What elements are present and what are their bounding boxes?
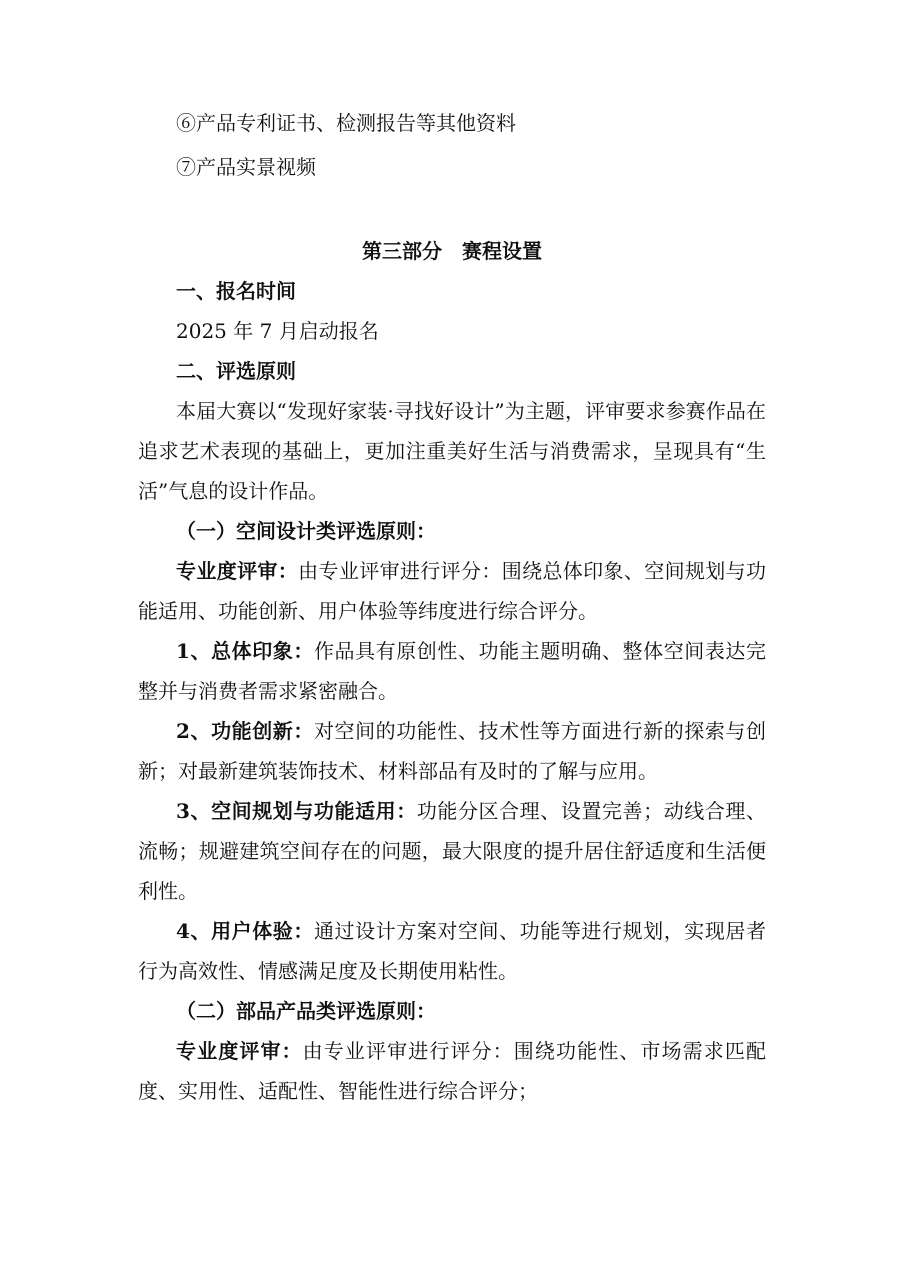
subsection-title-space-design: （一）空间设计类评选原则： (176, 519, 436, 543)
list-item-patent-docs: ⑥产品专利证书、检测报告等其他资料 (176, 111, 516, 135)
section-title-registration: 一、报名时间 (176, 279, 296, 303)
criterion-overall-impression (138, 631, 766, 711)
criterion-text: 作品具有原创性、功能主题明确、整体空间表达完整并与消费者需求紧密融合。 (138, 639, 766, 703)
registration-time-text: 2025 年 7 月启动报名 (176, 319, 379, 343)
criterion-text: 通过设计方案对空间、功能等进行规划，实现居者行为高效性、情感满足度及长期使用粘性。 (138, 919, 766, 983)
document-page (138, 103, 766, 1111)
product-review-label: 专业度评审： (176, 1039, 303, 1063)
criterion-label: 4、用户体验： (176, 919, 314, 943)
list-item-product-video: ⑦产品实景视频 (176, 155, 316, 179)
criterion-function-innovation (138, 711, 766, 791)
criterion-user-experience (138, 911, 766, 991)
space-review-label: 专业度评审： (176, 559, 299, 583)
spacer (138, 187, 766, 227)
criterion-text: 功能分区合理、设置完善；动线合理、流畅；规避建筑空间存在的问题，最大限度的提升居住舒适度和生活便利性。 (138, 799, 766, 903)
criterion-space-planning (138, 791, 766, 911)
criterion-label: 3、空间规划与功能适用： (176, 799, 417, 823)
space-review-paragraph (138, 551, 766, 631)
criterion-label: 2、功能创新： (176, 719, 314, 743)
product-review-paragraph (138, 1031, 766, 1111)
section-title-principles: 二、评选原则 (176, 359, 296, 383)
principles-intro-paragraph: 本届大赛以“发现好家装·寻找好设计”为主题，评审要求参赛作品在追求艺术表现的基础上，更加注重美好生活与消费需求，呈现具有“生活”气息的设计作品。 (138, 399, 766, 503)
space-review-text: 由专业评审进行评分：围绕总体印象、空间规划与功能适用、功能创新、用户体验等纬度进行综合评分。 (138, 559, 767, 623)
subsection-title-products: （二）部品产品类评选原则： (176, 999, 436, 1023)
criterion-label: 1、总体印象： (176, 639, 314, 663)
part-title: 第三部分 赛程设置 (362, 239, 542, 263)
product-review-text: 由专业评审进行评分：围绕功能性、市场需求匹配度、实用性、适配性、智能性进行综合评分； (138, 1039, 767, 1103)
criterion-text: 对空间的功能性、技术性等方面进行新的探索与创新；对最新建筑装饰技术、材料部品有及时的了解与应用。 (138, 719, 766, 783)
